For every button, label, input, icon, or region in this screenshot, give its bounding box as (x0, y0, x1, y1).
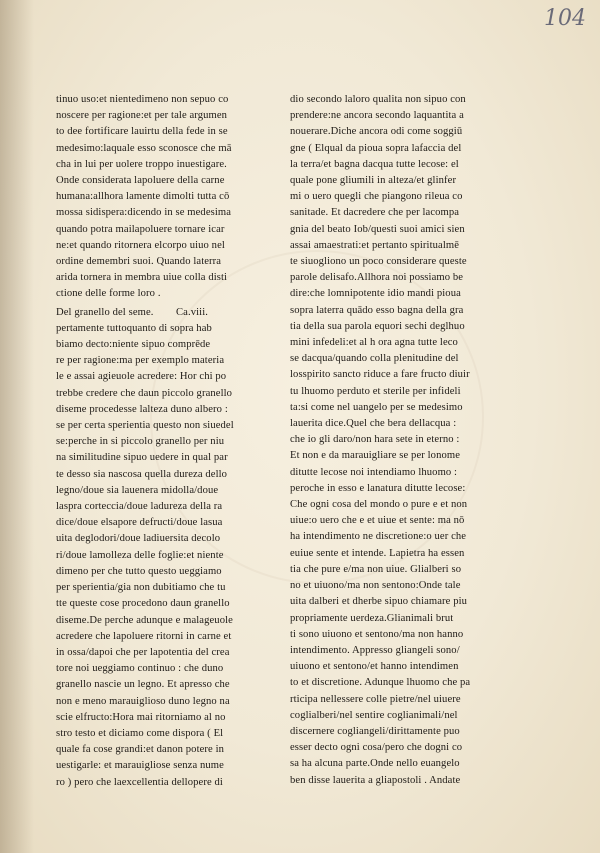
text-line: humana:allhora lamente dimolti tutta cō (56, 191, 230, 203)
text-line: pertamente tuttoquanto di sopra hab (56, 322, 212, 334)
text-line: uiue:o uero che e et uiue et sente: ma nō (290, 515, 465, 527)
text-line: sa ha alcuna parte.Onde nello euangelo (290, 758, 460, 770)
text-line: scie elfructo:Hora mai ritorniamo al no (56, 711, 226, 723)
text-line: tinuo uso:et nientedimeno non sepuo co (56, 94, 229, 105)
text-line: gnia del beato Iob/questi suoi amici sien (290, 223, 465, 235)
folio-number: 104 (544, 6, 586, 31)
left-column (56, 92, 256, 791)
text-line: ditutte lecose noi intendiamo lhuomo : (290, 466, 458, 478)
text-line: ri/doue lamolleza delle foglie:et niente (56, 549, 224, 561)
text-line: arida tornera in membra uiue colla disti (56, 272, 228, 284)
text-line: quale fa cose grandi:et danon potere in (56, 744, 225, 756)
text-line: ti sono uiuono et sentono/ma non hanno (290, 628, 464, 640)
text-line: sopra laterra quādo esso bagna della gra (290, 304, 464, 316)
text-line: uestigarle: et marauigliose senza nume (56, 760, 224, 772)
right-column (290, 92, 490, 789)
text-line: to et discretione. Adunque lhuomo che pa (290, 677, 471, 689)
text-line: intendimento. Appresso gliangeli sono/ (290, 644, 460, 656)
text-line: dire:che lomnipotente idio mandi pioua (290, 288, 461, 300)
left-column-text-bottom (56, 321, 256, 791)
text-line: mini infedeli:et al h ora agna tutte leco (290, 337, 458, 349)
text-line: noscere per ragione:et per tale argumen (56, 110, 228, 122)
text-line: acredere che lapoluere ritorni in carne et (56, 630, 232, 642)
text-line: uita dalberi et dherbe sipuo chiamare piu (290, 596, 468, 608)
text-line: prendere:ne ancora secondo laquantita a (290, 110, 464, 122)
text-line: medesimo:laquale esso sconosce che mā (56, 142, 232, 154)
text-line: Et non e da marauigliare se per lonome (290, 450, 460, 462)
text-line: sanitade. Et dacredere che per lacompa (290, 207, 460, 219)
text-line: ordine demembri suoi. Quando laterra (56, 256, 222, 268)
text-line: quando potra mailapoluere tornare icar (56, 223, 225, 235)
text-line: biamo decto:niente sipuo comprēde (56, 339, 211, 351)
text-line: to dee fortificare lauirtu della fede in se (56, 126, 228, 138)
chapter-title: Del granello del seme. (56, 306, 154, 318)
text-line: peroche in esso e lanatura ditutte lecose: (290, 482, 466, 494)
text-line: laspra corteccia/doue ladureza della ra (56, 501, 223, 513)
text-line: non e meno marauiglioso duno legno na (56, 695, 230, 707)
text-line: ro ) pero che laexcellentia dellopere di (56, 776, 223, 788)
text-line: cha in lui per uolere troppo inuestigare. (56, 158, 227, 170)
text-line: dimeno per che tutto questo ueggiamo (56, 565, 222, 577)
text-line: te siuogliono un poco considerare queste (290, 256, 467, 268)
text-line: nouerare.Diche ancora odi come soggiū (290, 126, 463, 138)
text-line: mi o uero quegli che piangono rileua co (290, 191, 463, 203)
text-line: coglialberi/nel sentire coglianimali/nel (290, 709, 458, 721)
text-line: se:perche in si piccolo granello per niu (56, 436, 225, 448)
chapter-heading (56, 305, 256, 321)
text-line: uita deglodori/doue ladiuersita decolo (56, 533, 221, 545)
text-line: ne:et quando ritornera elcorpo uiuo nel (56, 239, 225, 251)
text-line: che io gli daro/non hara sete in eterno : (290, 434, 460, 446)
text-line: gne ( Elqual da pioua sopra lafaccia del (290, 142, 462, 154)
text-line: ha intendimento ne discretione:o uer che (290, 531, 467, 543)
text-line: re per ragione:ma per exemplo materia (56, 355, 225, 367)
text-line: legno/doue sia lauenera midolla/doue (56, 484, 219, 496)
text-line: losspirito sancto riduce a fare fructo diuir (290, 369, 470, 381)
text-line: per sperientia/gia non dubitiamo che tu (56, 582, 226, 594)
text-line: lauerita dice.Quel che bera dellacqua : (290, 418, 457, 430)
text-line: trebbe credere che daun piccolo granello (56, 387, 233, 399)
text-line: no et uiuono/ma non sentono:Onde tale (290, 580, 461, 592)
text-line: ctione delle forme loro . (56, 288, 161, 300)
left-column-text-top (56, 92, 256, 303)
text-line: na similitudine sipuo uedere in qual par (56, 452, 228, 464)
text-line: discernere cogliangeli/dirittamente puo (290, 725, 460, 737)
text-line: in ossa/dapoi che per lapotentia del crea (56, 646, 230, 658)
text-line: propriamente uerdeza.Glianimali brut (290, 612, 454, 624)
text-line: diseme procedesse lalteza duno albero : (56, 403, 228, 415)
text-line: ben disse lauerita a gliapostoli . Andate (290, 774, 461, 786)
text-line: assai amaestrati:et pertanto spiritualmē (290, 239, 460, 251)
gutter-shadow (0, 0, 34, 853)
text-line: rticipa nellessere colle pietre/nel uiuere (290, 693, 461, 705)
text-line: diseme.De perche adunque e malageuole (56, 614, 233, 626)
text-line: granello nascie un legno. Et apresso che (56, 679, 230, 691)
right-column-text (290, 92, 490, 789)
text-line: tu lhuomo perduto et sterile per infideli (290, 385, 461, 397)
text-line: euiue sente et intende. Lapietra ha essen (290, 547, 465, 559)
text-line: dio secondo laloro qualita non sipuo con (290, 94, 466, 105)
text-line: mossa sidispera:dicendo in se medesima (56, 207, 232, 219)
text-line: parole delisafo.Allhora noi possiamo be (290, 272, 464, 284)
chapter-number: Ca.viii. (176, 306, 208, 318)
text-line: tore noi ueggiamo continuo : che duno (56, 663, 224, 675)
text-line: Che ogni cosa del mondo o pure e et non (290, 499, 468, 511)
text-line: tte queste cose procedono daun granello (56, 598, 230, 610)
text-line: te desso sia nascosa quella dureza dello (56, 468, 228, 480)
text-line: dice/doue elsapore defructi/doue lasua (56, 517, 223, 529)
text-line: quale pone gliumili in alteza/et glinfer (290, 175, 457, 187)
text-line: le e assai agieuole acredere: Hor chi po (56, 371, 227, 383)
text-line: se dacqua/quando colla plenitudine del (290, 353, 459, 365)
text-line: se per certa sperientia questo non siuedel (56, 420, 234, 432)
text-line: tia che pure e/ma non uiue. Glialberi so (290, 563, 462, 575)
text-line: ta:si come nel uangelo per se medesimo (290, 401, 463, 413)
text-line: esser decto ogni cosa/pero che dogni co (290, 742, 463, 754)
text-line: tia della sua parola equori sechi deglhuo (290, 320, 465, 332)
text-line: uiuono et sentono/et hanno intendimen (290, 661, 459, 673)
text-line: stro testo et diciamo come dispora ( El (56, 727, 224, 739)
text-line: la terra/et bagna dacqua tutte lecose: el (290, 158, 459, 170)
text-line: Onde considerata lapoluere della carne (56, 175, 225, 187)
